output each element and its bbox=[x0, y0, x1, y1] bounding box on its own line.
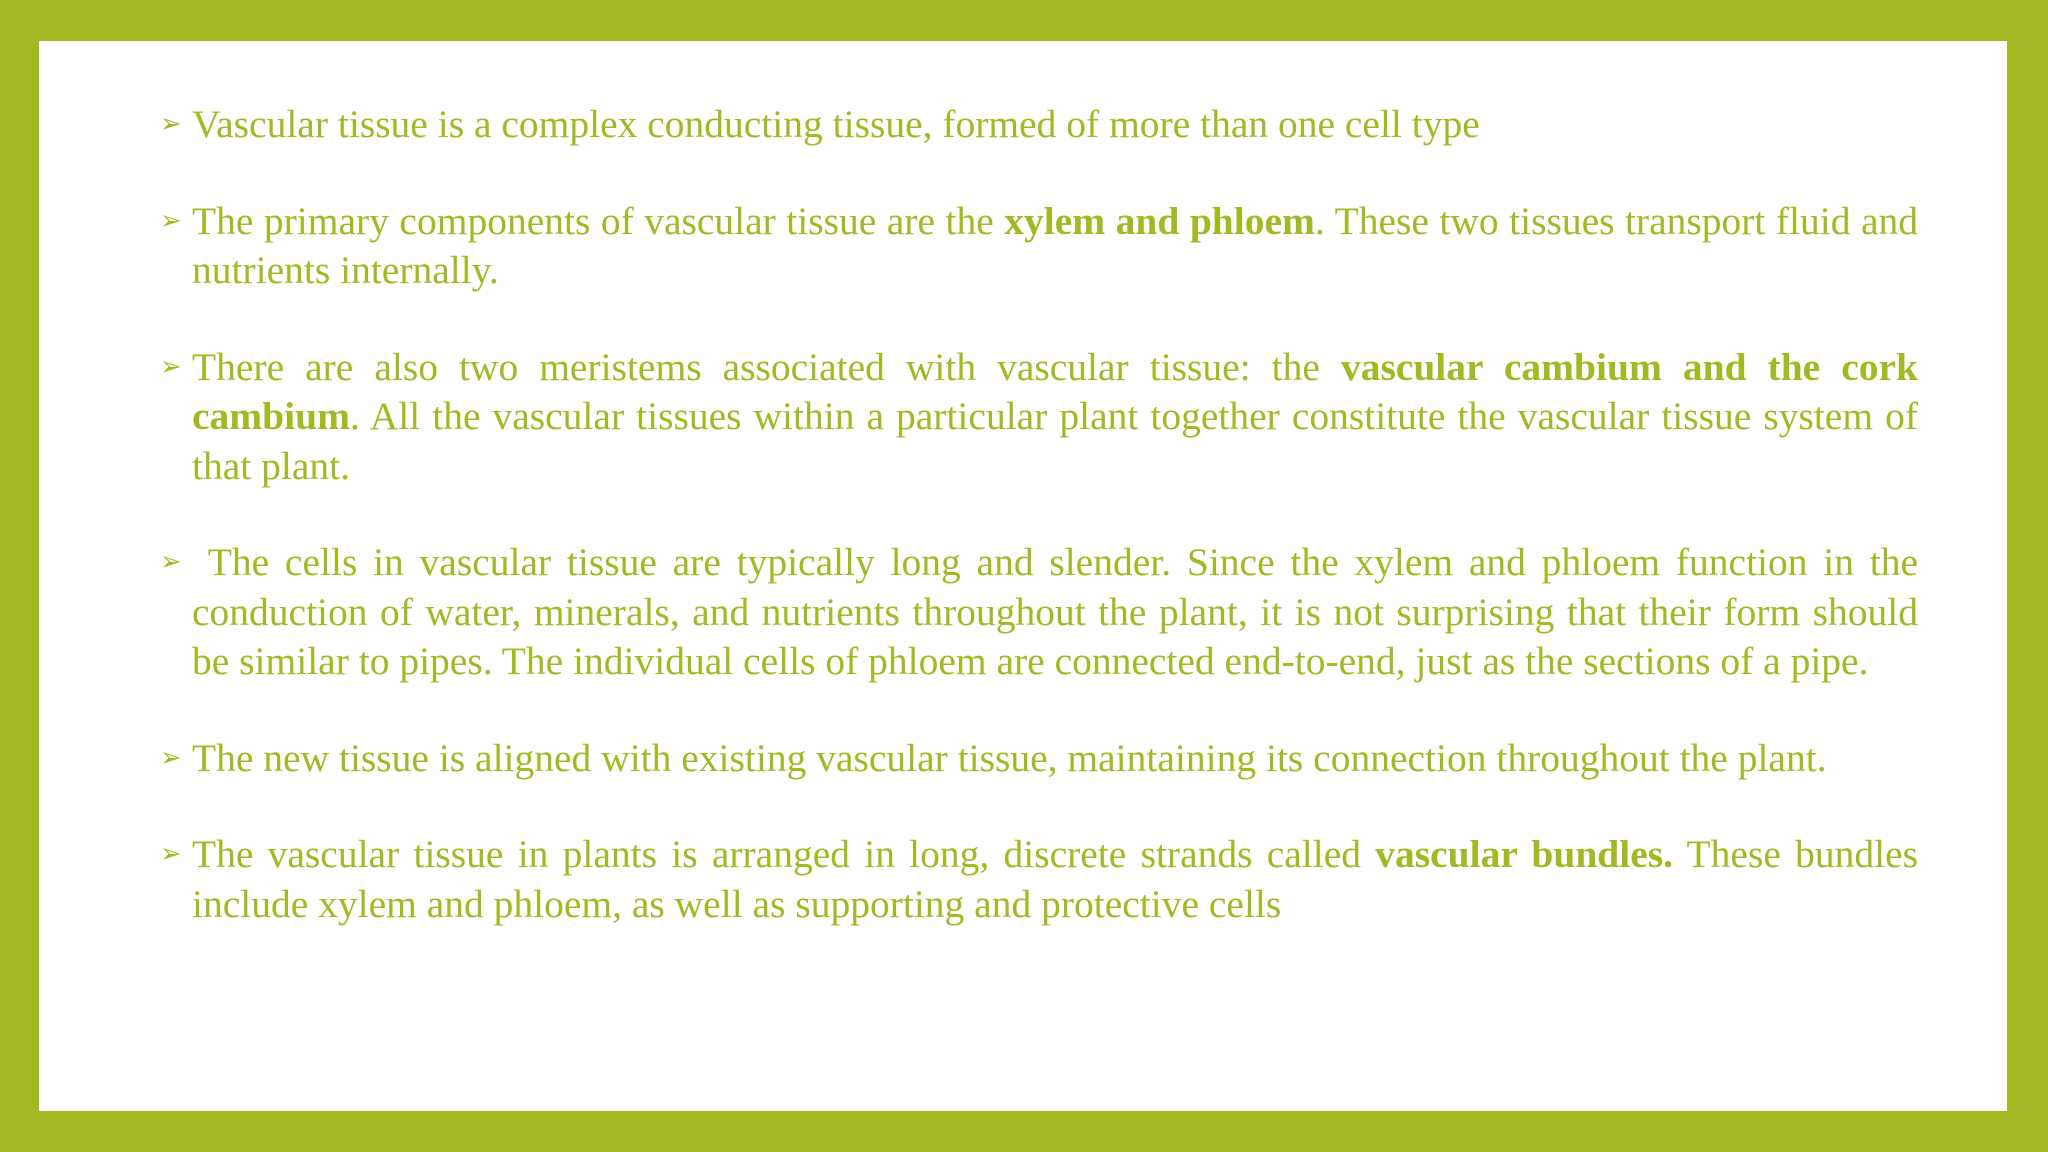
bullet-item-3 bbox=[160, 343, 1918, 492]
bullet-item-5 bbox=[160, 734, 1918, 784]
bullet-item-4 bbox=[160, 538, 1918, 687]
bullet-text bbox=[192, 540, 1918, 683]
arrowhead-bullet-icon: ➢ bbox=[160, 351, 182, 382]
bullet-item-1 bbox=[160, 100, 1918, 150]
bullet-list bbox=[160, 100, 1918, 929]
bullet-text-run: The vascular tissue in plants is arranged in long, discrete strands called bbox=[192, 832, 1376, 876]
bullet-text-run: The primary components of vascular tissue are the bbox=[192, 198, 1005, 243]
bullet-item-2 bbox=[160, 197, 1918, 296]
bullet-text-run: Vascular tissue is a complex conducting tissue, formed of more than one cell type bbox=[192, 102, 1480, 146]
arrowhead-bullet-icon: ➢ bbox=[160, 205, 182, 236]
bullet-bold-run: xylem and phloem bbox=[1004, 198, 1315, 243]
arrowhead-bullet-icon: ➢ bbox=[160, 547, 182, 577]
bullet-text bbox=[192, 345, 1918, 488]
arrowhead-bullet-icon: ➢ bbox=[160, 742, 182, 773]
bullet-bold-run: vascular bundles. bbox=[1375, 832, 1674, 876]
bullet-text bbox=[192, 832, 1918, 926]
bullet-bold-run: vascular cambium and the cork cambium bbox=[192, 344, 1918, 438]
arrowhead-bullet-icon: ➢ bbox=[160, 839, 182, 869]
bullet-item-6 bbox=[160, 830, 1918, 929]
bullet-text-run: These bundles include xylem and phloem, as well as supporting and protective cells bbox=[192, 832, 1918, 926]
bullet-text bbox=[192, 199, 1918, 293]
bullet-text bbox=[192, 102, 1480, 146]
bullet-text-run: The new tissue is aligned with existing vascular tissue, maintaining its connection throughout the plant. bbox=[192, 735, 1827, 780]
bullet-text-run: . All the vascular tissues within a particular plant together constitute the vascular tissue system of that plant. bbox=[192, 394, 1918, 488]
bullet-text bbox=[192, 736, 1827, 780]
bullet-text-run: The cells in vascular tissue are typically long and slender. Since the xylem and phloem function in the conduction of water, minerals, and nutrients throughout the plant, it is not surprising that their form should be similar to pipes. The individual cells of phloem are connected end-to-end, just as the sections of a pipe. bbox=[192, 540, 1919, 683]
arrowhead-bullet-icon: ➢ bbox=[160, 109, 182, 139]
bullet-text-run: . These two tissues transport fluid and nutrients internally. bbox=[192, 198, 1918, 292]
bullet-text-run: There are also two meristems associated with vascular tissue: the bbox=[192, 344, 1341, 389]
